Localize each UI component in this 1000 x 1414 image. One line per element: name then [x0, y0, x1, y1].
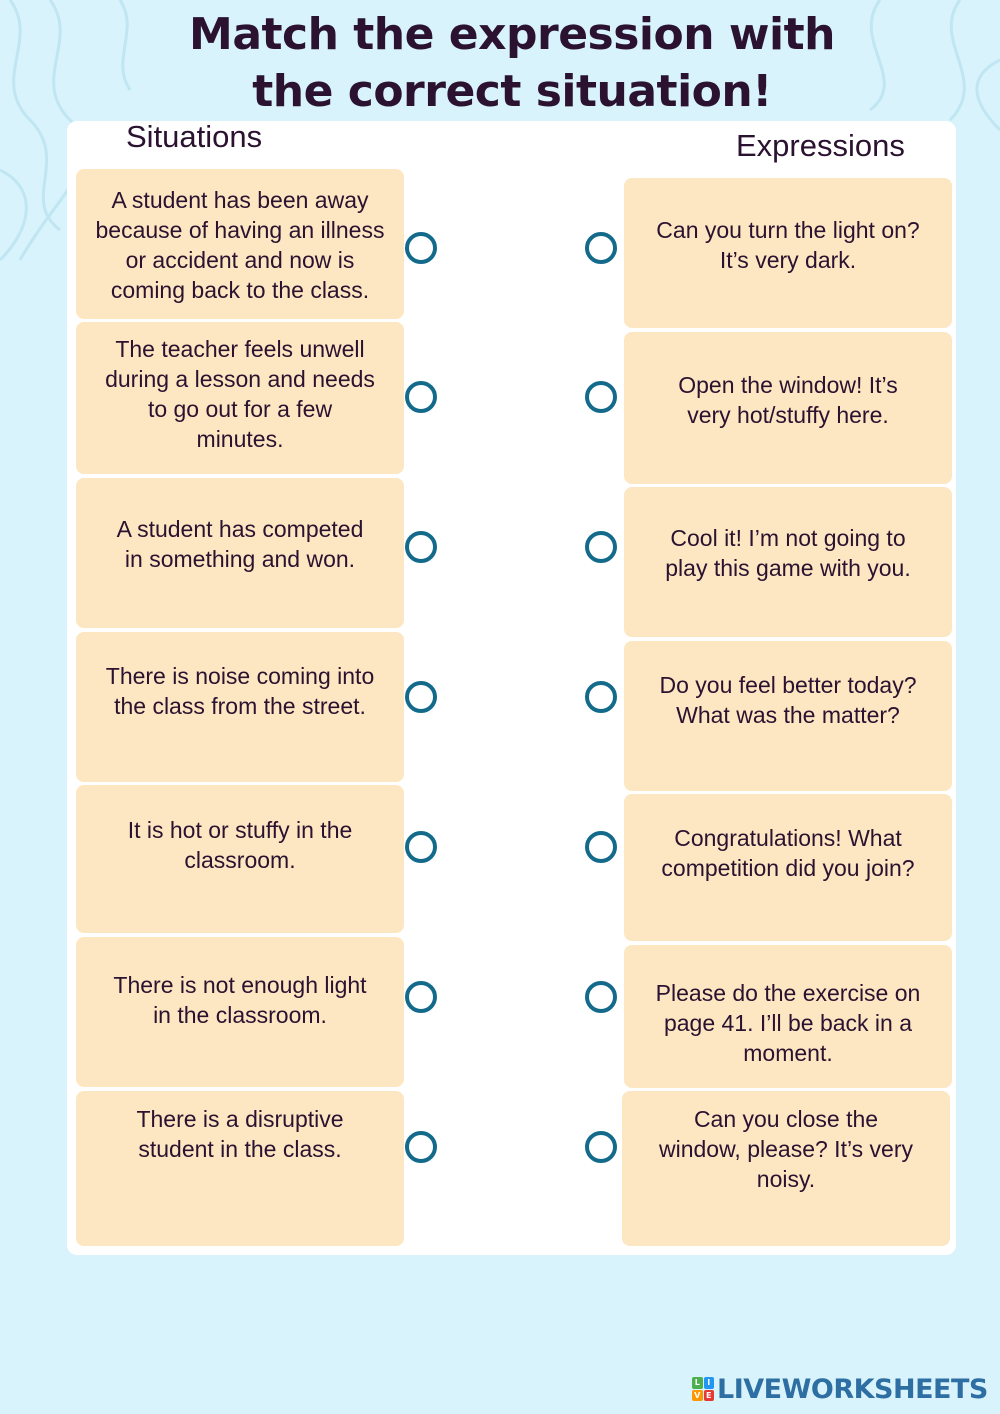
title-line-1: Match the expression with	[189, 9, 835, 60]
situation-card	[76, 632, 404, 782]
situation-1-connector[interactable]	[405, 232, 437, 264]
situation-text: The teacher feels unwell during a lesson and needs to go out for a few minutes.	[105, 336, 375, 452]
situation-text: There is a disruptive student in the class.	[136, 1106, 344, 1162]
logo-letter: V	[692, 1390, 703, 1402]
expression-card	[624, 332, 952, 484]
situation-text: There is noise coming into the class from the street.	[105, 663, 375, 719]
situation-text: It is hot or stuffy in the classroom.	[127, 817, 353, 873]
situation-text: There is not enough light in the classroom.	[113, 972, 367, 1028]
expression-text: Can you turn the light on? It’s very dark.	[656, 217, 920, 273]
expression-card	[624, 794, 952, 941]
expression-2-connector[interactable]	[585, 381, 617, 413]
expression-text: Cool it! I’m not going to play this game with you.	[665, 525, 911, 581]
situation-4-connector[interactable]	[405, 681, 437, 713]
expressions-header: Expressions	[736, 128, 905, 163]
expression-3-connector[interactable]	[585, 531, 617, 563]
expression-card	[624, 945, 952, 1088]
expression-5-connector[interactable]	[585, 831, 617, 863]
situation-text: A student has competed in something and won.	[116, 516, 364, 572]
page-title	[0, 6, 1000, 120]
expression-4-connector[interactable]	[585, 681, 617, 713]
expression-text: Congratulations! What competition did you join?	[661, 825, 915, 881]
logo-letter: I	[704, 1377, 715, 1389]
situation-3-connector[interactable]	[405, 531, 437, 563]
situation-card	[76, 1091, 404, 1246]
situation-5-connector[interactable]	[405, 831, 437, 863]
liveworksheets-brand[interactable]	[692, 1373, 988, 1405]
expression-card	[624, 178, 952, 328]
situation-card	[76, 785, 404, 933]
expression-card	[624, 641, 952, 791]
situation-card	[76, 937, 404, 1087]
expression-text: Can you close the window, please? It’s very noisy.	[659, 1106, 913, 1192]
brand-name: LIVEWORKSHEETS	[717, 1373, 988, 1405]
situation-card	[76, 322, 404, 474]
expression-text: Do you feel better today? What was the matter?	[659, 672, 917, 728]
logo-letter: L	[692, 1377, 703, 1389]
situation-6-connector[interactable]	[405, 981, 437, 1013]
title-line-2: the correct situation!	[252, 66, 772, 117]
expression-text: Please do the exercise on page 41. I’ll be back in a moment.	[655, 980, 921, 1066]
expression-card	[622, 1091, 950, 1246]
situation-card	[76, 478, 404, 628]
situation-card	[76, 169, 404, 319]
expression-text: Open the window! It’s very hot/stuffy here.	[678, 372, 898, 428]
expression-6-connector[interactable]	[585, 981, 617, 1013]
situation-2-connector[interactable]	[405, 381, 437, 413]
situations-header: Situations	[126, 119, 263, 154]
expression-1-connector[interactable]	[585, 232, 617, 264]
expression-7-connector[interactable]	[585, 1131, 617, 1163]
expression-card	[624, 487, 952, 637]
situation-text: A student has been away because of having an illness or accident and now is coming back to the class.	[95, 187, 385, 303]
logo-letter: E	[704, 1390, 715, 1402]
situation-7-connector[interactable]	[405, 1131, 437, 1163]
liveworksheets-logo-icon	[692, 1377, 714, 1401]
